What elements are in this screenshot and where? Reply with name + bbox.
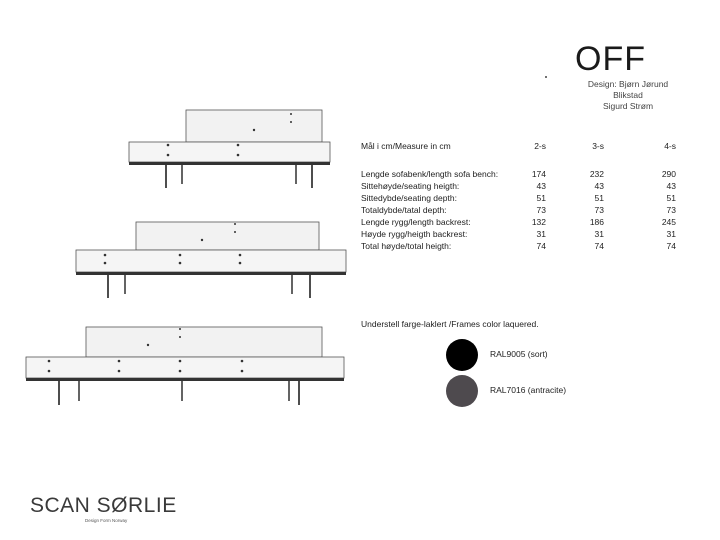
cell-value: 73: [536, 205, 546, 215]
row-label: Totaldybde/tatal depth:: [361, 205, 447, 215]
measure-table: [361, 140, 676, 252]
table-row: [361, 180, 676, 192]
designer-line-2: Sigurd Strøm: [602, 101, 654, 111]
table-row: [361, 240, 676, 252]
frames-color-note: Understell farge-laklert /Frames color laquered.: [361, 319, 539, 329]
sofa-2-seat-drawing: [126, 108, 336, 192]
cell-value: 132: [531, 217, 546, 227]
table-row: [361, 216, 676, 228]
brand-logo: SCAN SØRLIE: [30, 494, 177, 517]
measure-header-label: Mål i cm/Measure in cm: [361, 141, 451, 151]
row-label: Total høyde/total heigth:: [361, 241, 452, 251]
table-row: [361, 168, 676, 180]
cell-value: 245: [661, 217, 676, 227]
table-row: [361, 228, 676, 240]
brand-tagline: Design Form Norway: [85, 518, 128, 523]
color-label-black: RAL9005 (sort): [490, 349, 548, 359]
cell-value: 51: [536, 193, 546, 203]
cell-value: 74: [536, 241, 546, 251]
cell-value: 74: [594, 241, 604, 251]
color-swatch-anthracite: [446, 375, 478, 407]
cell-value: 186: [589, 217, 604, 227]
cell-value: 232: [589, 169, 604, 179]
color-label-anthracite: RAL7016 (antracite): [490, 385, 567, 395]
row-label: Høyde rygg/heigth backrest:: [361, 229, 468, 239]
cell-value: 31: [594, 229, 604, 239]
designer-line-1: Design: Bjørn Jørund Blikstad: [587, 79, 669, 100]
cell-value: 31: [536, 229, 546, 239]
cell-value: 73: [666, 205, 676, 215]
cell-value: 43: [594, 181, 604, 191]
column-4-seat: 4-s: [664, 141, 676, 151]
cell-value: 174: [531, 169, 546, 179]
cell-value: 43: [536, 181, 546, 191]
column-3-seat: 3-s: [592, 141, 604, 151]
cell-value: 51: [666, 193, 676, 203]
sofa-3-seat-drawing: [74, 220, 349, 302]
table-row: [361, 192, 676, 204]
product-title: OFF: [575, 40, 646, 78]
row-label: Lengde rygg/length backrest:: [361, 217, 471, 227]
cell-value: 31: [666, 229, 676, 239]
column-2-seat: 2-s: [534, 141, 546, 151]
table-row: [361, 204, 676, 216]
row-label: Sittedybde/seating depth:: [361, 193, 457, 203]
sofa-4-seat-drawing: [24, 325, 348, 409]
cell-value: 74: [666, 241, 676, 251]
color-swatch-black: [446, 339, 478, 371]
row-label: Lengde sofabenk/length sofa bench:: [361, 169, 499, 179]
row-label: Sittehøyde/seating heigth:: [361, 181, 460, 191]
cell-value: 73: [594, 205, 604, 215]
designer-credit: [572, 79, 684, 112]
cell-value: 51: [594, 193, 604, 203]
bullet-dot: [545, 76, 547, 78]
measure-table-header: [361, 140, 676, 152]
cell-value: 43: [666, 181, 676, 191]
cell-value: 290: [661, 169, 676, 179]
